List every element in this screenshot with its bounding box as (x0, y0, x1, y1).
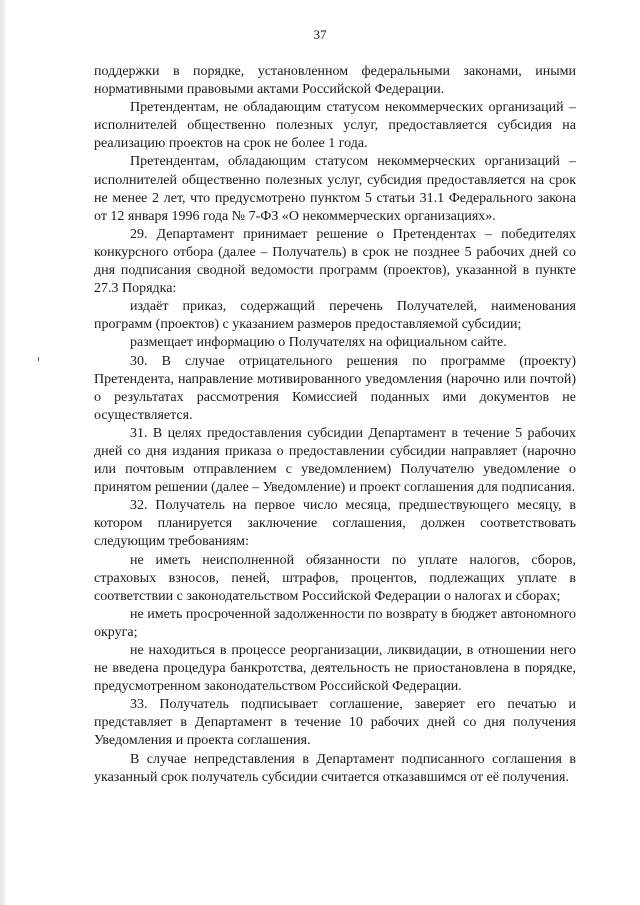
paragraph-non-socially-useful: Претендентам, не обладающим статусом некоммерческих организаций – исполнителей общественно полезных услуг, предоставляется субсидия на реализацию проектов на срок не более 1 года. (94, 100, 576, 152)
paragraph-refusal: В случае непредставления в Департамент подписанного соглашения в указанный срок получатель субсидии считается отказавшимся от её получения. (94, 751, 576, 785)
requirement-no-reorganization: не находиться в процессе реорганизации, ликвидации, в отношении него не введена процедура банкротства, деятельность не приостановлена в порядке, предусмотренном законодательством Российской Федерации. (94, 643, 576, 695)
paragraph-clause-33: 33. Получатель подписывает соглашение, заверяет его печатью и представляет в Департамент в течение 10 рабочих дней со дня получения Уведомления и проекта соглашения. (94, 697, 576, 749)
paragraph-clause-30: 30. В случае отрицательного решения по программе (проекту) Претендента, направление мотивированного уведомления (нарочно или почтой) о результатах рассмотрения Комиссией поданных ими документов не осуществляется. (94, 353, 576, 423)
margin-mark (38, 357, 39, 361)
paragraph-socially-useful: Претендентам, обладающим статусом некоммерческих организаций – исполнителей общественно полезных услуг, субсидия предоставляется на срок не менее 2 лет, что предусмотрено пунктом 5 статьи 31.1 Федерального закона от 12 января 1996 года № 7-ФЗ «О некоммерческих организациях». (94, 154, 576, 224)
page-number: 37 (313, 27, 327, 42)
requirement-no-tax-debt: не иметь неисполненной обязанности по уплате налогов, сборов, страховых взносов, пеней, штрафов, процентов, подлежащих уплате в соответствии с законодательством Российской Федерации о налогах и сборах; (94, 552, 576, 604)
requirement-no-budget-debt: не иметь просроченной задолженности по возврату в бюджет автономного округа; (94, 606, 576, 640)
paragraph-clause-29: 29. Департамент принимает решение о Претендентах – победителях конкурсного отбора (далее – Получатель) в срок не позднее 5 рабочих дней со дня подписания сводной ведомости программ (проектов), указанной в пункте 27.3 Порядка: (94, 226, 576, 297)
scan-edge (0, 0, 7, 905)
paragraph-clause-32: 32. Получатель на первое число месяца, предшествующего месяцу, в котором планируется заключение соглашения, должен соответствовать следующим требованиям: (94, 498, 576, 550)
paragraph-continuation: поддержки в порядке, установленном федеральными законами, иными нормативными правовыми актами Российской Федерации. (94, 64, 576, 98)
list-item-publish: размещает информацию о Получателях на официальном сайте. (130, 335, 507, 351)
paragraph-clause-31: 31. В целях предоставления субсидии Департамент в течение 5 рабочих дней со дня издания приказа о предоставлении субсидии направляет (нарочно или почтовым отправлением с уведомлением) Получателю уведомление о принятом решении (далее – Уведомление) и проект соглашения для подписания. (94, 425, 576, 496)
list-item-order: издаёт приказ, содержащий перечень Получателей, наименования программ (проектов) с указанием размеров предоставляемой субсидии; (94, 299, 576, 333)
document-body (94, 63, 576, 787)
